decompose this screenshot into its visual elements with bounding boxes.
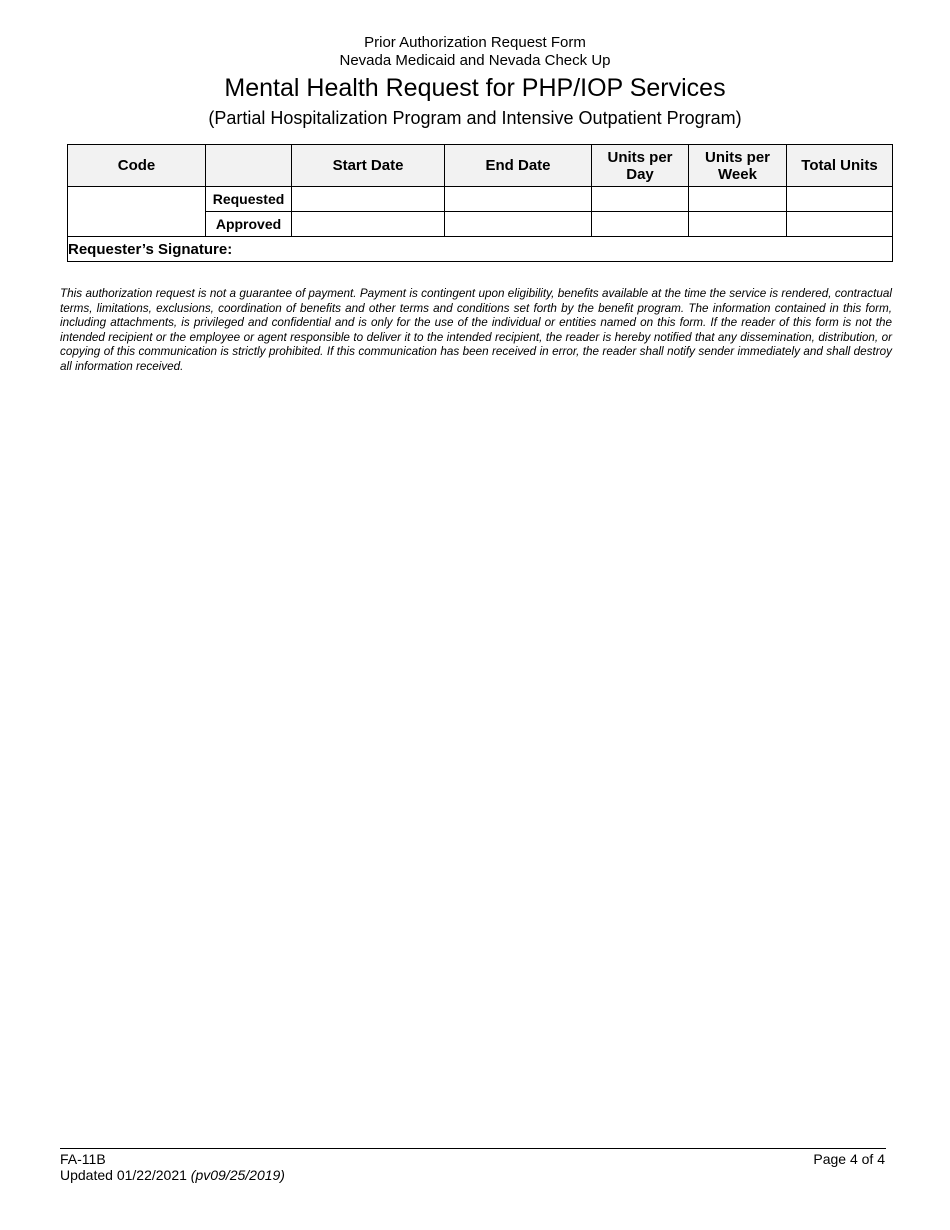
col-header-start-date: Start Date bbox=[292, 145, 445, 187]
form-type-title: Prior Authorization Request Form bbox=[364, 34, 586, 51]
page-title: Mental Health Request for PHP/IOP Services bbox=[224, 74, 726, 102]
row-label-requested: Requested bbox=[206, 187, 292, 212]
table-header-row bbox=[68, 145, 893, 187]
footer-divider bbox=[60, 1148, 886, 1149]
page-number: Page 4 of 4 bbox=[813, 1151, 885, 1167]
form-id: FA-11B bbox=[60, 1151, 106, 1167]
approved-units-per-week-value bbox=[689, 212, 786, 236]
code-value bbox=[68, 187, 205, 236]
services-request-table bbox=[67, 144, 893, 262]
requested-start-date-value bbox=[292, 187, 444, 211]
requester-signature-label: Requester’s Signature: bbox=[68, 240, 233, 258]
col-header-units-per-day: Units per Day bbox=[592, 145, 689, 187]
footer-left bbox=[60, 1151, 285, 1183]
requested-end-date-value bbox=[445, 187, 591, 211]
revision-info bbox=[60, 1167, 285, 1183]
page-subtitle: (Partial Hospitalization Program and Intensive Outpatient Program) bbox=[208, 108, 742, 128]
approved-total-units-field[interactable] bbox=[787, 212, 893, 237]
table-row-requested bbox=[68, 187, 893, 212]
signature-row bbox=[68, 237, 893, 262]
col-header-units-per-week: Units per Week bbox=[689, 145, 787, 187]
approved-end-date-field[interactable] bbox=[445, 212, 592, 237]
approved-units-per-day-value bbox=[592, 212, 688, 236]
approved-end-date-value bbox=[445, 212, 591, 236]
code-field[interactable] bbox=[68, 187, 206, 237]
requested-units-per-day-value bbox=[592, 187, 688, 211]
requested-units-per-week-field[interactable] bbox=[689, 187, 787, 212]
col-header-status bbox=[206, 145, 292, 187]
approved-units-per-week-field[interactable] bbox=[689, 212, 787, 237]
col-header-total-units: Total Units bbox=[787, 145, 893, 187]
approved-total-units-value bbox=[787, 212, 892, 236]
requested-total-units-value bbox=[787, 187, 892, 211]
col-header-code: Code bbox=[68, 145, 206, 187]
approved-start-date-value bbox=[292, 212, 444, 236]
row-label-approved: Approved bbox=[206, 212, 292, 237]
col-header-end-date: End Date bbox=[445, 145, 592, 187]
disclaimer-text: This authorization request is not a guarantee of payment. Payment is contingent upon eligibility, benefits available at the time the service is rendered, contractual terms, limitations, exclusions, coordination of benefits and other terms and conditions set forth by the benefit program. The information contained in this form, including attachments, is privileged and confidential and is only for the use of the individual or entities named on this form. If the reader of this form is not the intended recipient or the employee or agent responsible to deliver it to the intended recipient, the reader is hereby notified that any dissemination, distribution, or copying of this communication is strictly prohibited. If this communication has been received in error, the reader shall notify sender immediately and shall destroy all information received. bbox=[60, 287, 892, 373]
requested-total-units-field[interactable] bbox=[787, 187, 893, 212]
requested-end-date-field[interactable] bbox=[445, 187, 592, 212]
approved-start-date-field[interactable] bbox=[292, 212, 445, 237]
requested-units-per-week-value bbox=[689, 187, 786, 211]
updated-date: Updated 01/22/2021 bbox=[60, 1167, 187, 1183]
requester-signature-field[interactable] bbox=[68, 237, 893, 262]
prior-version: (pv09/25/2019) bbox=[190, 1167, 285, 1183]
requested-units-per-day-field[interactable] bbox=[592, 187, 689, 212]
program-name: Nevada Medicaid and Nevada Check Up bbox=[339, 52, 611, 69]
requested-start-date-field[interactable] bbox=[292, 187, 445, 212]
approved-units-per-day-field[interactable] bbox=[592, 212, 689, 237]
